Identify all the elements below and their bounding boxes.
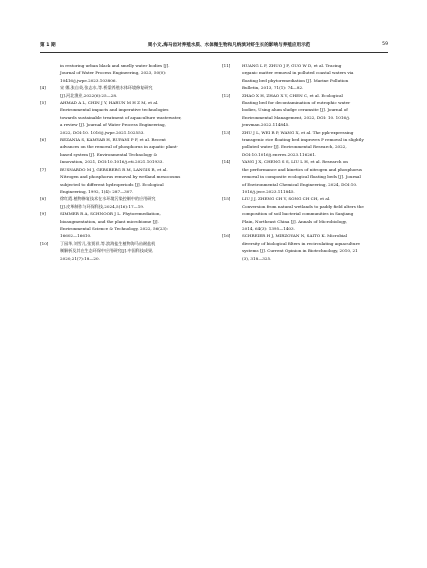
reference-line: 2020,21(7):18—20. [60,255,100,261]
running-title: 周小文,海马齿对养殖水质、水体微生物和凡纳滨对虾生长的影响与养殖应用示范 [147,43,311,48]
reference-text [40,99,202,136]
reference-line: [J].皮革制作与环保科技,2024,5(16):17—19. [60,203,145,209]
reference-text [40,136,202,166]
journal-issue: 第 1 期 [40,43,56,48]
reference-line: YANG J X, CHENG S S, LIU L H, et al. Research on [242,159,348,165]
reference-line: jenvman.2022.114845. [242,122,290,128]
reference-entry [40,136,202,166]
reference-line: 宋 娜,张自英,张志水,等.桥梁养殖水体环境修复研究 [60,85,153,91]
reference-text [222,92,384,129]
reference-line: 1016/j.jece.2023.111845. [242,188,295,194]
reference-line: ZHAO X H, ZHAO X Y, CHEN C, et al. Ecological [242,92,343,98]
reference-line: Nitrogen and phosphorus removal by wetland mesocosms [60,174,181,180]
reference-line: Environmental Management, 2022, DOI: 10. 1016/j. [242,114,351,120]
reference-text [222,232,384,262]
reference-number: [5] [40,100,46,106]
reference-line: 10416/j.jwpe.2023.103806. [60,77,117,83]
reference-line: 丁园华,刘雪儿,张贾祥,等.滨海盐生植物海马齿耐盐机 [60,240,156,246]
reference-entry [222,129,384,159]
reference-entry [40,99,202,136]
reference-line: ZHU J L, WEI R P, WANG X, et al. The ppk-expressing [242,129,354,135]
reference-entry [222,195,384,232]
reference-text [40,240,202,262]
reference-line: in restoring urban black and smelly water bodies [J]. [60,63,170,68]
reference-number: [8] [40,196,46,202]
reference-entry [40,210,202,240]
reference-number: [4] [40,85,46,91]
reference-line: Engineering, 1992, 1(4): 287—307. [60,188,134,194]
reference-line: bioaugmentation, and the plant microbiome [J]. [60,218,159,224]
reference-line: subjected to different hydroperiods [J]. Ecological [60,181,164,187]
reference-entry [40,240,202,262]
reference-text [40,166,202,196]
reference-line: systems [J]. Current Opinion in Biotechnology, 2010, 21 [242,248,358,254]
reference-line: Environmental Science & Technology, 2022, 56(23): [60,225,169,231]
reference-text [222,62,384,92]
reference-text [222,129,384,159]
reference-number: [7] [40,166,46,172]
reference-line: Environmental impacts and imperative technologies [60,107,169,113]
reference-line: based system [J]. Environmental Technology & [60,151,158,157]
reference-text [222,195,384,232]
reference-entry [222,92,384,129]
reference-number: [9] [40,211,46,217]
reference-line: polluted water [J]. Environmental Research, 2022, [242,144,347,150]
reference-line: 2022, DOI:10. 1016/j.jwpe.2021.102553. [60,129,145,135]
reference-text [222,158,384,195]
reference-line: the performance and kinetics of nitrogen and phosphorus [242,166,362,172]
reference-line: LIU J J, ZHENG CH Y, SONG CH CH, et al. [242,196,331,202]
reference-line: Bulletin, 2013, 71(1): 74—82. [242,85,304,91]
reference-number: [13] [222,129,231,135]
reference-number: [6] [40,137,46,143]
reference-line: diversity of biological filters in recirculating aquaculture [242,240,360,246]
reference-line: SIMMER R A, SCHNOOR J L. Phytoremediation, [60,211,161,217]
reference-line: Innovation, 2021, DOI:10.1016/j.eti.2021.101933. [60,159,164,165]
reference-line: Plain, Northeast China [J]. Annals of Microbiology, [242,218,347,224]
reference-entry [40,84,202,99]
reference-line: HUANG L F, ZHUO J F, GUO W D, et al. Tracing [242,63,342,68]
reference-line: composition of soil bacterial communities in Sanjiang [242,211,354,217]
reference-line: transgenic rice floating bed improves P removal in slightly [242,137,364,143]
reference-line: removal in composite ecological floating beds [J]. Journal [242,174,361,180]
reference-number: [11] [222,63,231,68]
reference-continuation [40,62,202,84]
reference-line: a review [J]. Journal of Water Process Engineering, [60,122,166,128]
reference-line: Journal of Water Process Engineering, 2023, 50(0): [60,70,167,76]
reference-entry [222,62,384,92]
right-column [222,62,384,262]
reference-line: 徐红霞.植物修复技术在水环境污染控制中的应用研究 [60,196,156,202]
reference-number: [16] [222,233,231,239]
page-header [40,42,388,52]
reference-line: (3), 318—325. [242,255,272,261]
left-column [40,62,202,262]
reference-text [40,210,202,240]
reference-line: [J].河北渔业,2022(6):25—28. [60,92,118,98]
reference-text [40,84,202,99]
reference-number: [15] [222,196,231,202]
reference-line: 16602—16610. [60,233,92,239]
reference-line: Conversion from natural wetlands to paddy field alters the [242,203,364,209]
reference-number: [12] [222,92,231,98]
reference-entry [40,195,202,210]
reference-text [40,195,202,210]
reference-line: of Environmental Chemical Engineering, 2024, DOI:10. [242,181,358,187]
reference-line: advances on the removal of phosphorus in aquatic plant- [60,144,178,150]
reference-line: floating bed phytoremediation [J]. Marine Pollution [242,77,349,83]
reference-line: AHMAD A L, CHIN J Y, HARUN M H Z M, et al. [60,100,159,106]
reference-line: DOI:10.1016/j.envres.2023.116261. [242,151,317,157]
reference-line: SCHREIER H J, MIRZOYAN N, SAITO K. Microbial [242,233,348,239]
reference-number: [14] [222,159,231,165]
reference-line: BUSNARDO M J, GERSBERG R M, LANGIS R, et al. [60,166,168,172]
reference-line: bodies, Using alum sludge ceramsite [J]. Journal of [242,107,348,113]
reference-entry [222,158,384,195]
reference-line: towards sustainable treatment of aquaculture wastewater, [60,114,182,120]
reference-line: floating bed for decontamination of eutrophic water [242,100,351,106]
reference-line: 制解析及其在生态环保中应用研究[J].中国科技成果, [60,248,154,254]
reference-entry [40,166,202,196]
reference-entry [222,232,384,262]
reference-line: REZANIA S, KAMYAB H, RUPANI P F, et al. Recent [60,137,166,143]
header-rule [40,52,388,53]
reference-line: organic matter removal in polluted coastal waters via [242,70,354,76]
page-number: 59 [382,42,388,47]
reference-number: [10] [40,240,49,246]
reference-line: 2014, 64(3): 1395—1403. [242,225,295,231]
